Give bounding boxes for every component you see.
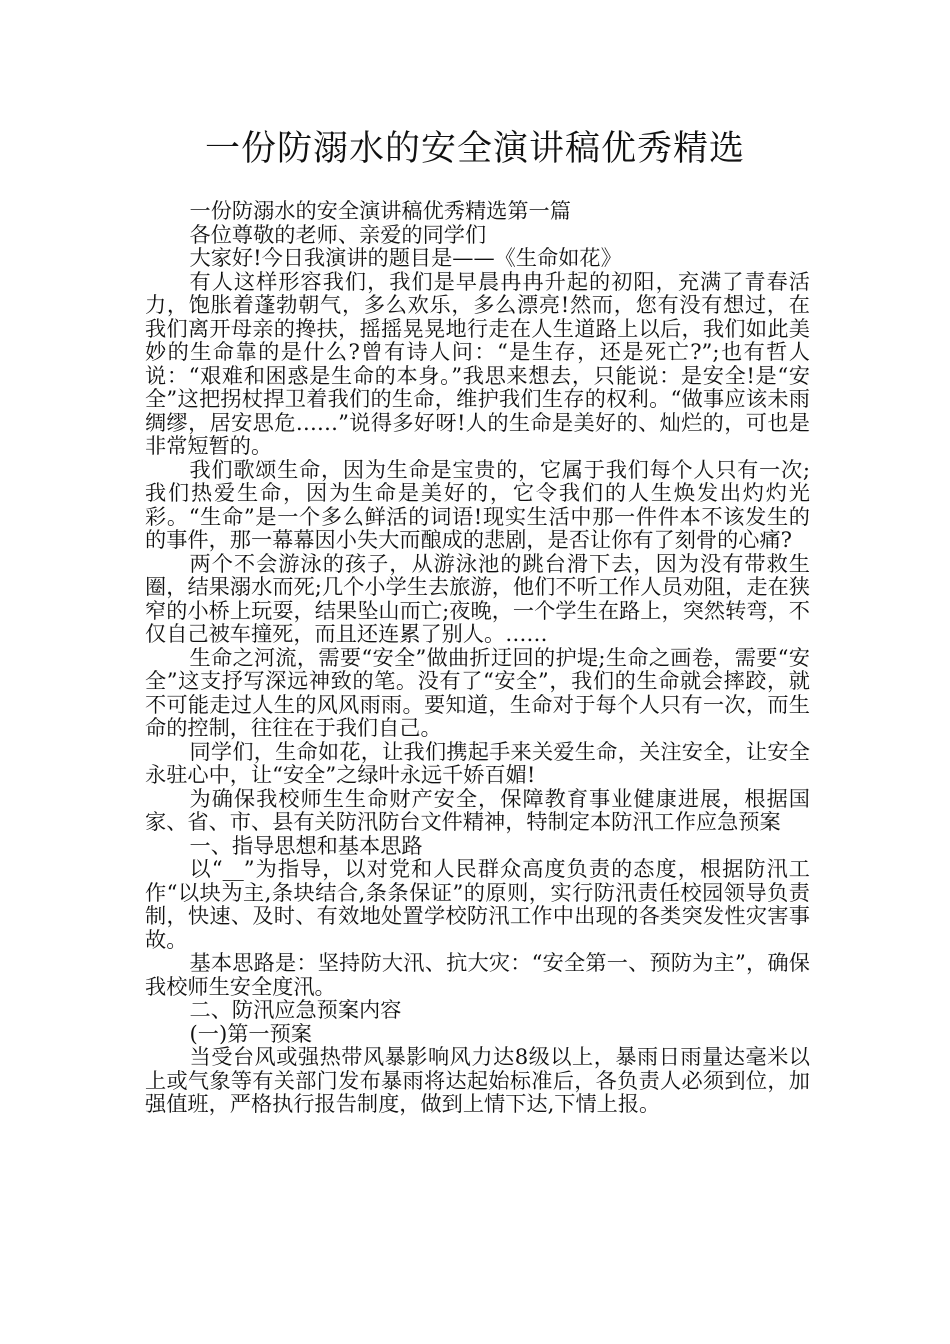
paragraph-subtitle: 一份防溺水的安全演讲稿优秀精选第一篇 xyxy=(189,198,571,223)
paragraph-salutation: 各位尊敬的老师、亲爱的同学们 xyxy=(189,221,487,247)
paragraph: 为确保我校师生生命财产安全，保障教育事业健康进展，根据国家、省、市、县有关防汛防台文件精神，特制定本防汛工作应急预案 xyxy=(145,785,810,834)
section-heading: 二、防汛应急预案内容 xyxy=(189,997,402,1022)
subsection-heading: (一)第一预案 xyxy=(189,1020,312,1046)
document-body xyxy=(145,199,810,1116)
paragraph-greeting: 大家好!今日我演讲的题目是——《生命如花》 xyxy=(189,245,622,270)
paragraph: 同学们，生命如花，让我们携起手来关爱生命，关注安全，让安全永驻心中，让“安全”之绿叶永远千娇百媚! xyxy=(145,738,810,787)
paragraph: 我们歌颂生命，因为生命是宝贵的，它属于我们每个人只有一次;我们热爱生命，因为生命是美好的，它令我们的人生焕发出灼灼光彩。“生命”是一个多么鲜活的词语!现实生活中那一件件本不该发生的的事件，那一幕幕因小失大而酿成的悲剧，是否让你有了刻骨的心痛? xyxy=(145,456,810,552)
paragraph: 当受台风或强热带风暴影响风力达8级以上，暴雨日雨量达毫米以上或气象等有关部门发布暴雨将达起始标准后，各负责人必须到位，加强值班，严格执行报告制度，做到上情下达,下情上报。 xyxy=(145,1044,810,1116)
paragraph: 以“__”为指导，以对党和人民群众高度负责的态度，根据防汛工作“以块为主,条块结合,条条保证”的原则，实行防汛责任校园领导负责制，快速、及时、有效地处置学校防汛工作中出现的各类突发性灾害事故。 xyxy=(145,856,810,952)
paragraph: 基本思路是：坚持防大汛、抗大灾：“安全第一、预防为主”，确保我校师生安全度汛。 xyxy=(145,950,810,999)
paragraph: 生命之河流，需要“安全”做曲折迂回的护堤;生命之画卷，需要“安全”这支抒写深远神致的笔。没有了“安全”，我们的生命就会摔跤，就不可能走过人生的风风雨雨。要知道，生命对于每个人只有一次，而生命的控制，往往在于我们自己。 xyxy=(145,644,810,740)
paragraph: 有人这样形容我们，我们是早晨冉冉升起的初阳，充满了青春活力，饱胀着蓬勃朝气，多么欢乐，多么漂亮!然而，您有没有想过，在我们离开母亲的搀扶，摇摇晃晃地行走在人生道路上以后，我们如此美妙的生命靠的是什么?曾有诗人问：“是生存，还是死亡?”;也有哲人说：“艰难和困惑是生命的本身。”我思来想去，只能说：是安全!是“安全”这把拐杖捍卫着我们的生命，维护我们生存的权利。“做事应该未雨绸缪，居安思危……”说得多好呀!人的生命是美好的、灿烂的，可也是非常短暂的。 xyxy=(145,268,810,458)
document-title: 一份防溺水的安全演讲稿优秀精选 xyxy=(204,129,745,169)
paragraph: 两个不会游泳的孩子，从游泳池的跳台滑下去，因为没有带救生圈，结果溺水而死;几个小学生去旅游，他们不听工作人员劝阻，走在狭窄的小桥上玩耍，结果坠山而亡;夜晚，一个学生在路上，突然转弯，不仅自己被车撞死，而且还连累了别人。…… xyxy=(145,550,810,646)
section-heading: 一、指导思想和基本思路 xyxy=(189,832,423,858)
